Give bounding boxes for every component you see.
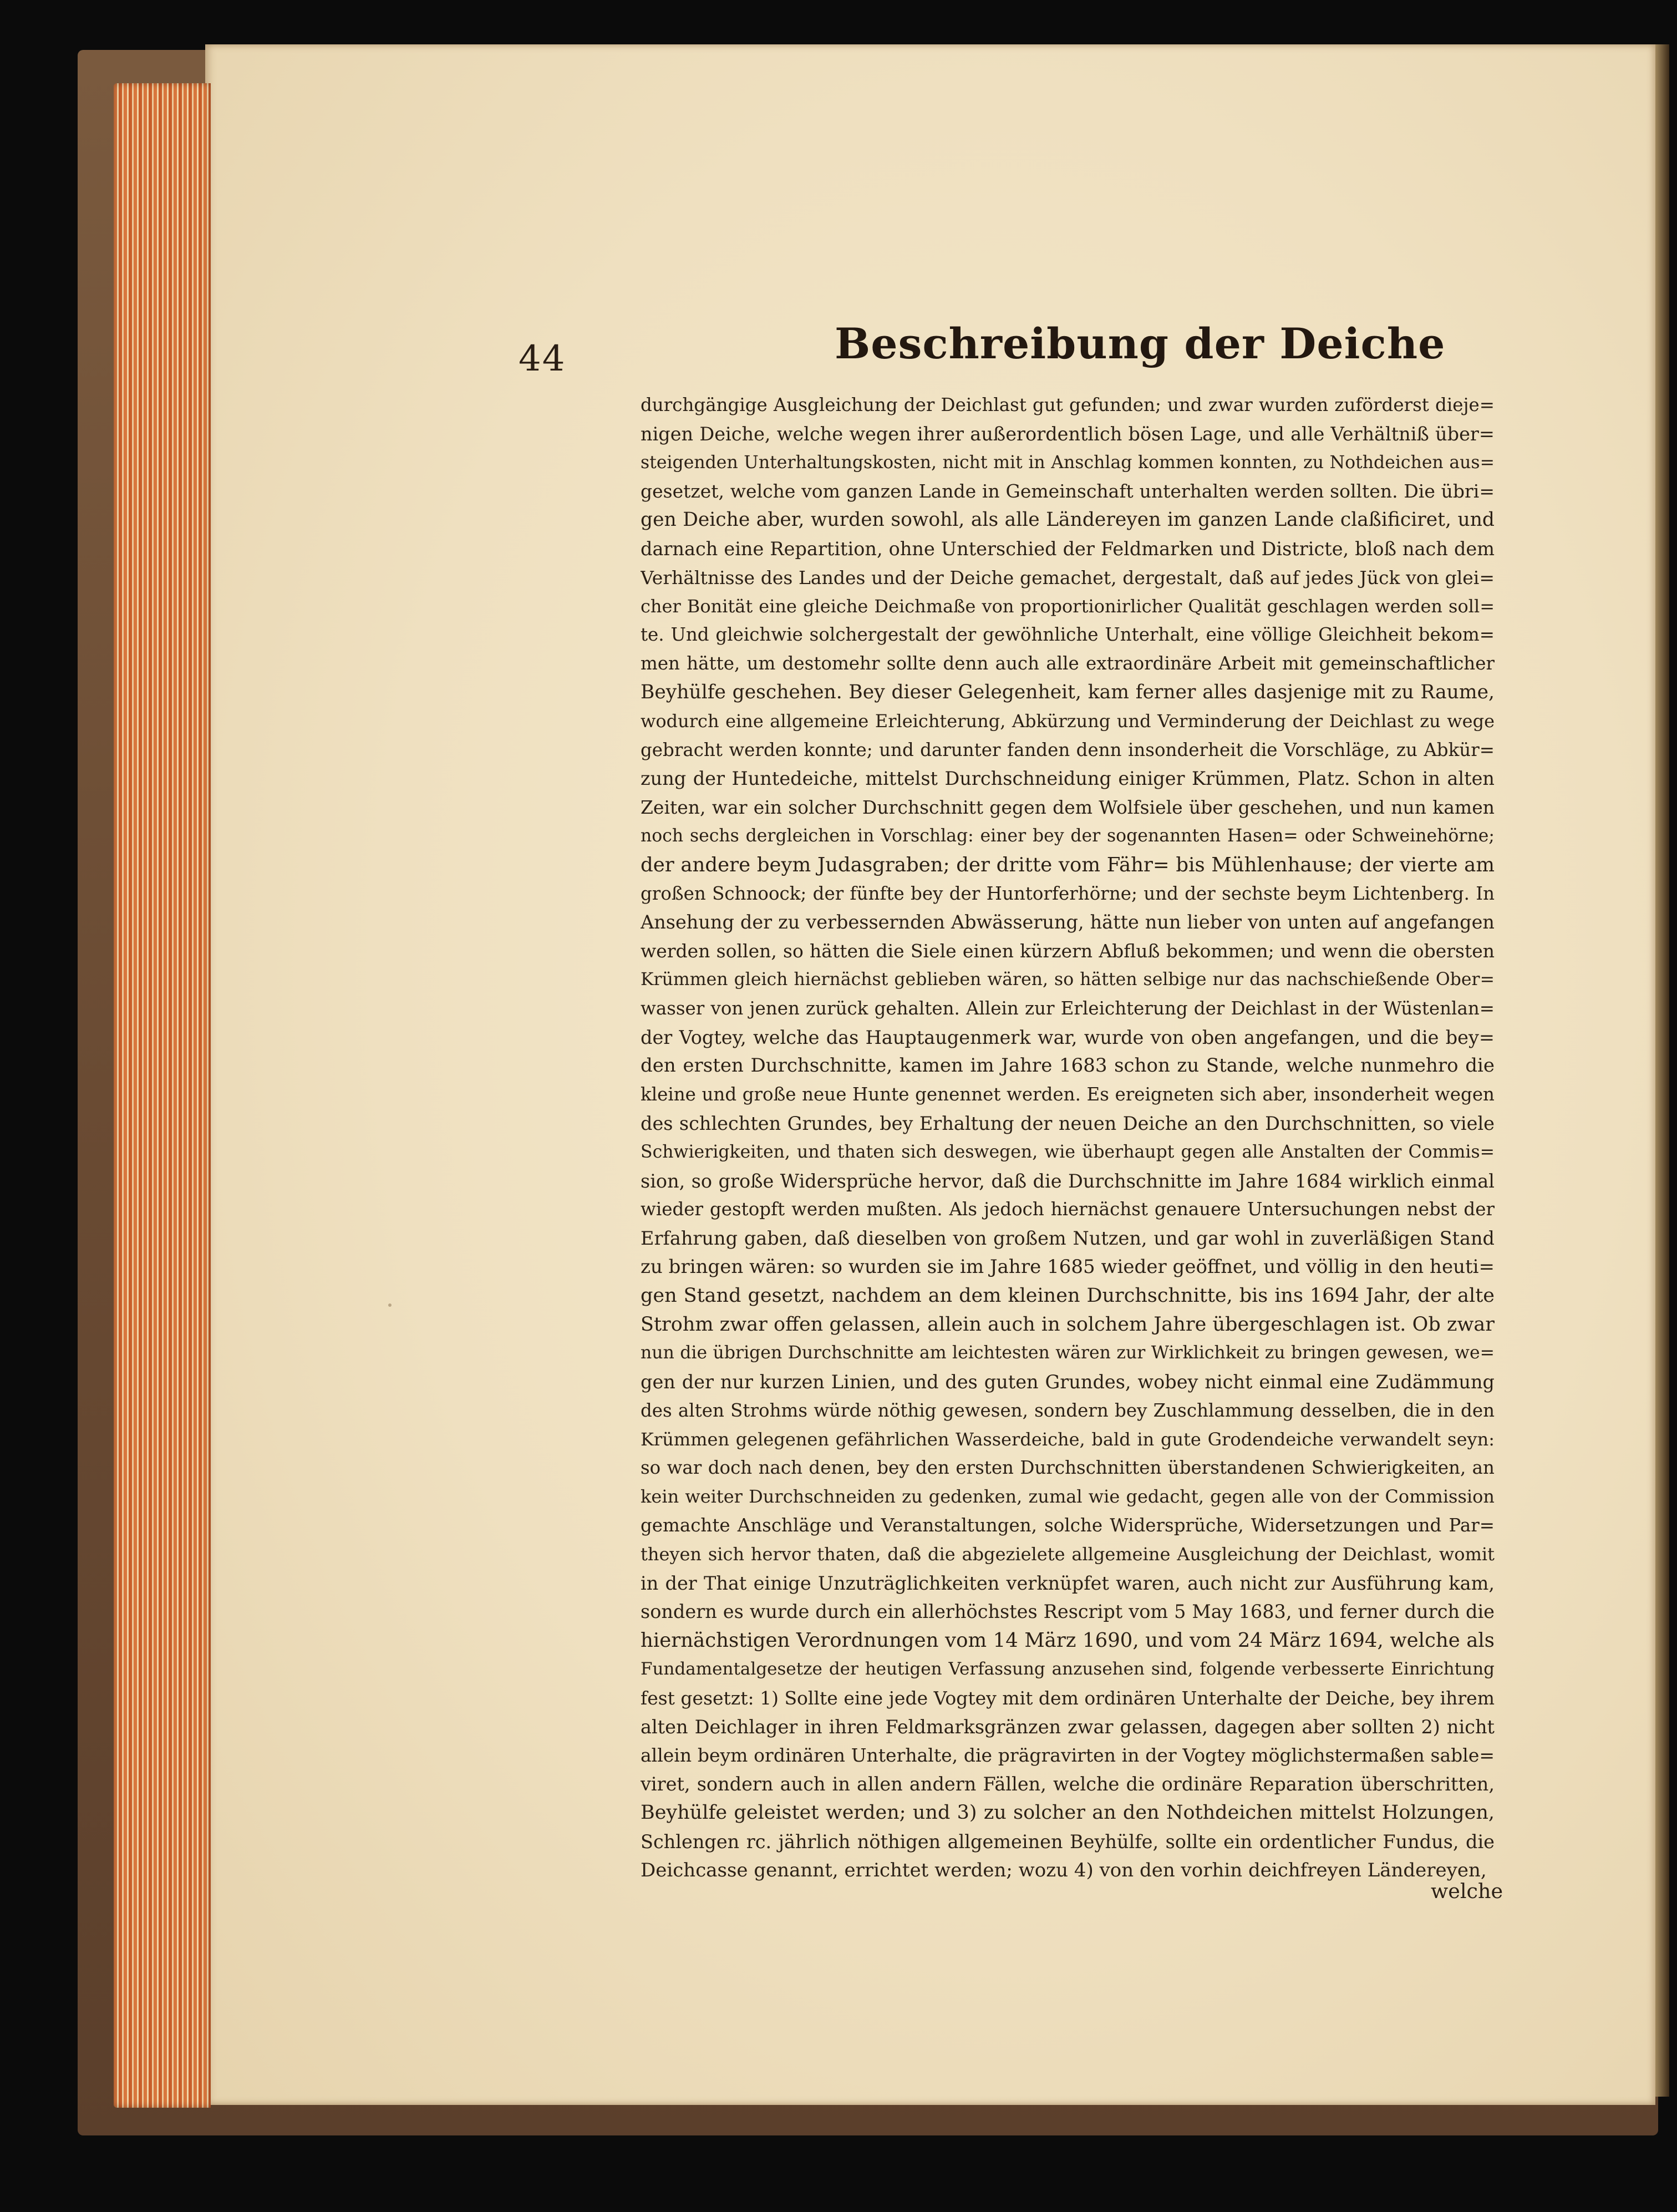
text-line: wodurch eine allgemeine Erleichterung, Abkürzung und Verminderung der Deichlast zu wege bbox=[641, 710, 1495, 732]
text-line: wieder gestopft werden mußten. Als jedoch hiernächst genauere Untersuchungen nebst der bbox=[641, 1199, 1495, 1220]
text-line: des alten Strohms würde nöthig gewesen, sondern bey Zuschlammung desselben, die in den bbox=[641, 1399, 1495, 1421]
text-line: kleine und große neue Hunte genennet werden. Es ereigneten sich aber, insonderheit wegen bbox=[641, 1084, 1495, 1105]
text-line: fest gesetzt: 1) Sollte eine jede Vogtey mit dem ordinären Unterhalte der Deiche, bey ihrem bbox=[641, 1687, 1495, 1709]
text-line: darnach eine Repartition, ohne Unterschied der Feldmarken und Districte, bloß nach dem bbox=[641, 537, 1495, 560]
text-line: Zeiten, war ein solcher Durchschnitt gegen dem Wolfsiele über geschehen, und nun kamen bbox=[641, 796, 1495, 819]
text-line: kein weiter Durchschneiden zu gedenken, zumal wie gedacht, gegen alle von der Commission bbox=[641, 1486, 1495, 1508]
text-line: Schwierigkeiten, und thaten sich deswegen, wie überhaupt gegen alle Anstalten der Commis= bbox=[641, 1141, 1495, 1162]
text-line: steigenden Unterhaltungskosten, nicht mit in Anschlag kommen konnten, zu Nothdeichen aus= bbox=[641, 452, 1495, 473]
text-line: Schlengen rc. jährlich nöthigen allgemeinen Beyhülfe, sollte ein ordentlicher Fundus, die bbox=[641, 1830, 1495, 1853]
text-line: gemachte Anschläge und Veranstaltungen, solche Widersprüche, Widersetzungen und Par= bbox=[641, 1515, 1495, 1536]
ink-speck bbox=[1370, 1109, 1372, 1112]
text-line: der Vogtey, welche das Hauptaugenmerk war, wurde von oben angefangen, und die bey= bbox=[641, 1026, 1495, 1048]
text-line: Krümmen gleich hiernächst geblieben wären, so hätten selbige nur das nachschießende Ober= bbox=[641, 969, 1495, 990]
text-line: zu bringen wären: so wurden sie im Jahre 1685 wieder geöffnet, und völlig in den heuti= bbox=[641, 1255, 1495, 1278]
text-line: Fundamentalgesetze der heutigen Verfassung anzusehen sind, folgende verbesserte Einrichtung bbox=[641, 1659, 1495, 1680]
text-line: Beyhülfe geschehen. Bey dieser Gelegenheit, kam ferner alles dasjenige mit zu Raume, bbox=[641, 681, 1495, 703]
text-line: sondern es wurde durch ein allerhöchstes Rescript vom 5 May 1683, und ferner durch die bbox=[641, 1601, 1495, 1623]
text-line: zung der Huntedeiche, mittelst Durchschneidung einiger Krümmen, Platz. Schon in alten bbox=[641, 768, 1495, 790]
text-line: sion, so große Widersprüche hervor, daß die Durchschnitte im Jahre 1684 wirklich einmal bbox=[641, 1170, 1495, 1192]
text-line: te. Und gleichwie solchergestalt der gewöhnliche Unterhalt, eine völlige Gleichheit bekom= bbox=[641, 624, 1495, 646]
text-line: alten Deichlager in ihren Feldmarksgränzen zwar gelassen, dagegen aber sollten 2) nicht bbox=[641, 1716, 1495, 1738]
body-text bbox=[641, 391, 1495, 1885]
text-line: der andere beym Judasgraben; der dritte vom Fähr= bis Mühlenhause; der vierte am bbox=[641, 853, 1495, 876]
text-line: Deichcasse genannt, errichtet werden; wozu 4) von den vorhin deichfreyen Ländereyen, bbox=[641, 1859, 1487, 1881]
text-line: werden sollen, so hätten die Siele einen kürzern Abfluß bekommen; und wenn die obersten bbox=[641, 940, 1495, 962]
text-line: cher Bonität eine gleiche Deichmaße von proportionirlicher Qualität geschlagen werden soll= bbox=[641, 595, 1495, 617]
catchword: welche bbox=[1431, 1879, 1503, 1903]
text-line: durchgängige Ausgleichung der Deichlast gut gefunden; und zwar wurden zuförderst dieje= bbox=[641, 394, 1495, 415]
text-line: Erfahrung gaben, daß dieselben von großem Nutzen, und gar wohl in zuverläßigen Stand bbox=[641, 1227, 1495, 1250]
text-line: theyen sich hervor thaten, daß die abgezielete allgemeine Ausgleichung der Deichlast, womit bbox=[641, 1543, 1495, 1565]
text-line: den ersten Durchschnitte, kamen im Jahre 1683 schon zu Stande, welche nunmehro die bbox=[641, 1054, 1495, 1077]
text-line: so war doch nach denen, bey den ersten Durchschnitten überstandenen Schwierigkeiten, an bbox=[641, 1457, 1495, 1479]
text-line: gebracht werden konnte; und darunter fanden denn insonderheit die Vorschläge, zu Abkür= bbox=[641, 739, 1495, 760]
text-line: men hätte, um destomehr sollte denn auch alle extraordinäre Arbeit mit gemeinschaftlicher bbox=[641, 653, 1495, 674]
text-line: nun die übrigen Durchschnitte am leichtesten wären zur Wirklichkeit zu bringen gewesen, we= bbox=[641, 1343, 1495, 1363]
text-line: noch sechs dergleichen in Vorschlag: einer bey der sogenannten Hasen= oder Schweinehörne; bbox=[641, 825, 1495, 846]
text-line: gen der nur kurzen Linien, und des guten Grundes, wobey nicht einmal eine Zudämmung bbox=[641, 1371, 1495, 1393]
text-line: in der That einige Unzuträglichkeiten verknüpfet waren, auch nicht zur Ausführung kam, bbox=[641, 1572, 1495, 1594]
text-line: Ansehung der zu verbessernden Abwässerung, hätte nun lieber von unten auf angefangen bbox=[641, 911, 1495, 933]
text-line: gen Stand gesetzt, nachdem an dem kleinen Durchschnitte, bis ins 1694 Jahr, der alte bbox=[641, 1284, 1495, 1307]
text-line: Strohm zwar offen gelassen, allein auch in solchem Jahre übergeschlagen ist. Ob zwar bbox=[641, 1313, 1495, 1336]
text-line: gesetzet, welche vom ganzen Lande in Gemeinschaft unterhalten werden sollten. Die übri= bbox=[641, 480, 1495, 503]
text-line: wasser von jenen zurück gehalten. Allein zur Erleichterung der Deichlast in der Wüstenlan= bbox=[641, 997, 1495, 1019]
text-line: großen Schnoock; der fünfte bey der Huntorferhörne; und der sechste beym Lichtenberg. In bbox=[641, 882, 1495, 904]
text-line: allein beym ordinären Unterhalte, die prägravirten in der Vogtey möglichstermaßen sable= bbox=[641, 1744, 1495, 1767]
text-line: Verhältnisse des Landes und der Deiche gemachet, dergestalt, daß auf jedes Jück von glei= bbox=[641, 566, 1495, 588]
ink-speck bbox=[388, 1303, 392, 1307]
running-head: Beschreibung der Deiche bbox=[835, 319, 1446, 368]
text-line: gen Deiche aber, wurden sowohl, als alle Ländereyen im ganzen Lande claßificiret, und bbox=[641, 509, 1495, 531]
text-line: Beyhülfe geleistet werden; und 3) zu solcher an den Nothdeichen mittelst Holzungen, bbox=[641, 1802, 1495, 1824]
page-number: 44 bbox=[519, 338, 566, 379]
text-line: des schlechten Grundes, bey Erhaltung der neuen Deiche an den Durchschnitten, so viele bbox=[641, 1112, 1495, 1134]
text-line: viret, sondern auch in allen andern Fällen, welche die ordinäre Reparation überschritten, bbox=[641, 1773, 1495, 1795]
page-edges bbox=[114, 83, 211, 2108]
text-line: hiernächstigen Verordnungen vom 14 März 1690, und vom 24 März 1694, welche als bbox=[641, 1629, 1495, 1652]
text-line: nigen Deiche, welche wegen ihrer außerordentlich bösen Lage, und alle Verhältniß über= bbox=[641, 423, 1495, 445]
ink-speck bbox=[1226, 610, 1228, 612]
text-line: Krümmen gelegenen gefährlichen Wasserdeiche, bald in gute Grodendeiche verwandelt seyn: bbox=[641, 1428, 1495, 1450]
